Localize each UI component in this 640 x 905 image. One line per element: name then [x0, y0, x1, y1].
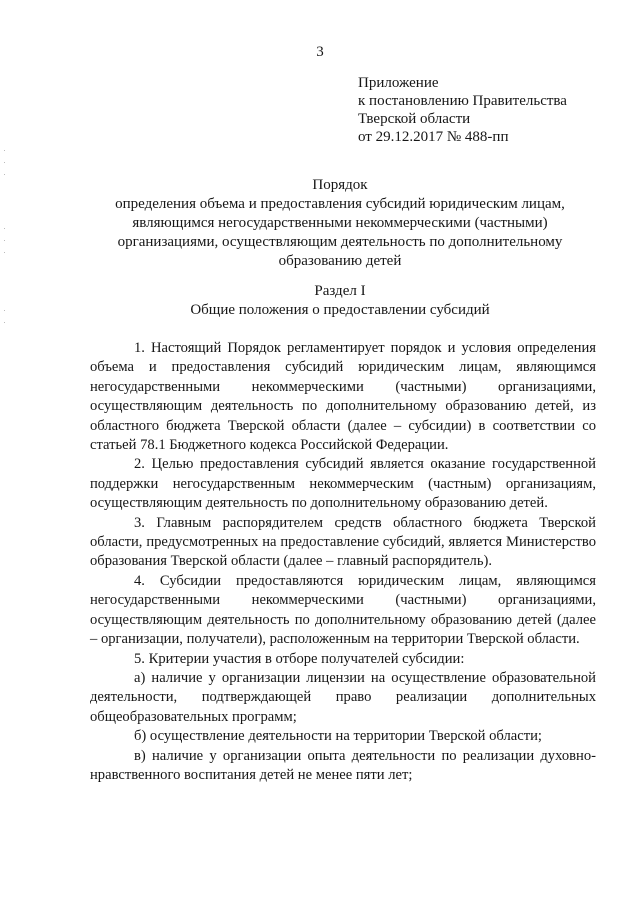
annex-line-1: Приложение: [358, 75, 439, 91]
document-body: [90, 339, 596, 785]
paragraph-4: 4. Субсидии предоставляются юридическим лицам, являющимся негосударственными некоммерческими (частными) организациями, осуществляющим деятельность по дополнительному образованию детей (далее – организации, получатели), расположенным на территории Тверской области.: [90, 572, 596, 648]
section-number: Раздел I: [314, 283, 366, 299]
paragraph-3: 3. Главным распорядителем средств областного бюджета Тверской области, предусмотренных на предоставление субсидий, является Министерство образования Тверской области (далее – главный распорядитель).: [90, 514, 596, 570]
paragraph-5c: в) наличие у организации опыта деятельности по реализации духовно-нравственного воспитания детей не менее пяти лет;: [90, 747, 596, 783]
document-title: [90, 176, 590, 271]
title-heading: Порядок: [312, 177, 368, 193]
annex-line-2: к постановлению Правительства: [358, 93, 567, 109]
paragraph-5b: б) осуществление деятельности на территории Тверской области;: [134, 728, 542, 745]
page-number: 3: [316, 44, 324, 60]
paragraph-5a: а) наличие у организации лицензии на осуществление образовательной деятельности, подтверждающей право реализации дополнительных общеобразовательных программ;: [90, 669, 596, 725]
scan-edge-marks: [4, 140, 6, 340]
paragraph-1: 1. Настоящий Порядок регламентирует порядок и условия определения объема и предоставления субсидий юридическим лицам, являющимся негосударственными некоммерческими (частными) организациями, осуществляющим деятельность по дополнительному образованию детей, из областного бюджета Тверской области (далее – субсидии) в соответствии со статьей 78.1 Бюджетного кодекса Российской Федерации.: [90, 340, 596, 454]
section-title: Общие положения о предоставлении субсидий: [190, 302, 490, 318]
section-heading: [90, 282, 590, 320]
title-line-3: организациями, осуществляющим деятельность по дополнительному: [117, 234, 563, 250]
title-line-1: определения объема и предоставления субсидий юридическим лицам,: [115, 196, 565, 212]
paragraph-5: 5. Критерии участия в отборе получателей субсидии:: [134, 650, 465, 667]
annex-line-3: Тверской области: [358, 111, 471, 127]
annex-block: [358, 74, 567, 146]
annex-line-4: от 29.12.2017 № 488-пп: [358, 129, 509, 145]
title-line-4: образованию детей: [278, 253, 402, 269]
title-line-2: являющимся негосударственными некоммерческими (частными): [132, 215, 548, 231]
paragraph-2: 2. Целью предоставления субсидий является оказание государственной поддержки негосударственным некоммерческим (частным) организациям, осуществляющим деятельность по дополнительному образованию детей.: [90, 456, 596, 512]
